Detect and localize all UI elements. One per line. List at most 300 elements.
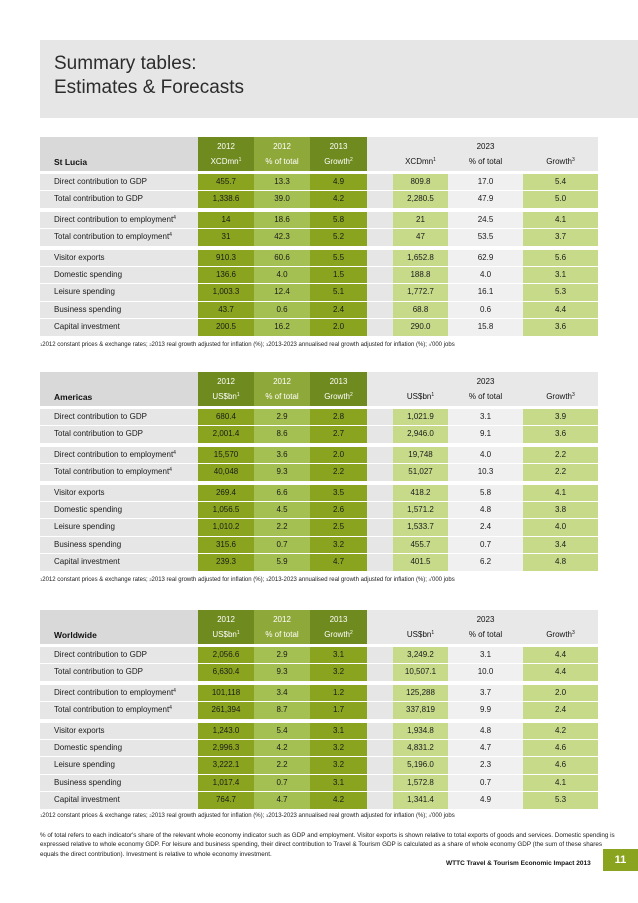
row-label	[54, 305, 121, 314]
table-cell: 24.5	[477, 214, 494, 224]
header-year-text: 2023	[476, 615, 495, 624]
table-cell: 16.2	[274, 322, 290, 332]
table-cell: 31	[221, 232, 231, 242]
table-cell: 5.9	[276, 557, 288, 567]
row-label-text: Total contribution to employment	[54, 232, 170, 242]
table-cell: 1,571.2	[407, 504, 434, 514]
table-cell: 2.2	[276, 522, 288, 532]
table-cell: 4.7	[276, 795, 288, 805]
table-cell: 3,249.2	[407, 650, 434, 659]
row-label	[54, 322, 120, 331]
table-cell: 809.8	[410, 177, 431, 186]
row-label	[54, 522, 115, 531]
table-cell: 1,934.8	[407, 725, 434, 735]
row-label-text: Leisure spending	[54, 287, 115, 297]
table-cell: 4.2	[332, 194, 345, 204]
row-label-text: Visitor exports	[54, 487, 105, 497]
table-cell: 9.3	[276, 467, 288, 477]
table-cell: 261,394	[211, 705, 241, 715]
table-cell: 4.4	[554, 304, 567, 314]
table-cell: 5.6	[554, 252, 567, 262]
table-cell: 2.0	[332, 322, 345, 332]
table-cell: 3.1	[332, 650, 345, 659]
row-label-text: Total contribution to employment	[54, 705, 170, 715]
table-row	[40, 702, 598, 719]
page-title-line-1: Summary tables:	[54, 53, 197, 74]
header-share	[254, 392, 310, 401]
table-cell: 4.5	[276, 504, 288, 514]
table-cell: 0.7	[276, 777, 288, 787]
table-cell: 68.8	[412, 304, 429, 314]
table-cell: 0.7	[479, 539, 492, 549]
table-cell: 5.4	[276, 725, 288, 735]
table-row	[40, 250, 598, 267]
header-share-text: % of total	[265, 630, 299, 639]
header-share	[254, 630, 310, 639]
table-cell: 3.8	[554, 504, 567, 514]
table-cell: 3,222.1	[212, 760, 240, 770]
table-cell: 9.9	[479, 705, 492, 715]
table-cell: 4.4	[554, 667, 567, 677]
table-cell: 5,196.0	[407, 760, 434, 770]
table-row	[40, 537, 598, 554]
table-region-name: St Lucia	[54, 157, 88, 167]
header-year	[310, 615, 367, 624]
header-growth: Growth$^3$	[546, 630, 575, 639]
explanatory-note: % of total refers to each indicator's share of the relevant whole economy indicator such as GDP and employment. Visitor exports is shown relative to total exports of goods and services. Domestic spending is expressed relative to whole economy GDP. For leisure and business spending, their direct contribution to Travel & Tourism GDP is calculated as a share of whole economy GDP (the sum of these shares equals the direct contribution). Investment is relative to whole economy investment.	[40, 832, 615, 858]
table-cell: 2,280.5	[407, 194, 434, 204]
header-share-text: % of total	[468, 392, 503, 401]
table-cell: 1,338.6	[212, 194, 240, 204]
header-share-text: % of total	[265, 157, 299, 166]
header-year	[448, 615, 523, 624]
table-row	[40, 464, 598, 481]
row-label-text: Capital investment	[54, 557, 120, 567]
table-cell: 4.0	[479, 269, 492, 279]
table-cell: 2.2	[332, 467, 345, 477]
row-label	[54, 505, 122, 514]
table-cell: 2.0	[554, 687, 567, 697]
header-share-text: % of total	[468, 157, 503, 166]
header-share	[448, 157, 523, 166]
table-cell: 3.1	[332, 725, 345, 735]
table-row	[40, 647, 598, 664]
row-label-text: Domestic spending	[54, 742, 123, 752]
table-cell: 188.8	[410, 269, 431, 279]
header-year-text: 2012	[217, 142, 235, 151]
header-growth: Growth$^2$	[324, 630, 353, 639]
footnote-part: 2013-2023 annualised real growth adjusted for inflation (%);	[268, 813, 429, 819]
table-cell: 39.0	[274, 194, 290, 204]
table-cell: 6.2	[479, 557, 492, 567]
header-year	[448, 377, 523, 386]
table-cell: 5.5	[332, 252, 345, 262]
row-label	[54, 540, 121, 549]
header-share	[448, 392, 523, 401]
header-unit-text: XCDmn	[210, 157, 239, 166]
header-growth: Growth$^2$	[324, 157, 353, 166]
header-unit: $US\$bn^1$	[212, 392, 240, 401]
table-cell: 680.4	[215, 412, 237, 421]
table-cell: 1,003.3	[212, 287, 240, 297]
table-cell: 455.7	[215, 177, 237, 186]
table-cell: 15,570	[213, 449, 239, 459]
table-cell: 0.6	[276, 304, 288, 314]
table-cell: 4.0	[479, 449, 492, 459]
table-cell: 2.7	[332, 429, 345, 439]
table-cell: 269.4	[215, 487, 237, 497]
table-row	[40, 409, 598, 426]
table-cell: 2.0	[332, 449, 345, 459]
table-row	[40, 664, 598, 681]
header-year-text: 2013	[329, 142, 348, 151]
table-cell: 4.2	[276, 742, 288, 752]
header-share-text: % of total	[265, 392, 299, 401]
footnote-part: 2013 real growth adjusted for inflation (%);	[151, 577, 266, 583]
table-cell: 62.9	[477, 252, 494, 262]
row-label-text: Direct contribution to employment	[54, 449, 174, 459]
table-cell: 1,243.0	[212, 725, 240, 735]
table-cell: 3.1	[554, 269, 567, 279]
table-row	[40, 229, 598, 246]
header-growth-text: Growth	[324, 630, 350, 639]
table-row	[40, 267, 598, 284]
page-number: 11	[603, 849, 638, 871]
table-footnote: $^1$2012 constant prices & exchange rates; $^2$2013 real growth adjusted for inflation (%); $^3$2013-2023 annualised real growth adjusted for inflation (%); $^4$'000 jobs	[40, 813, 455, 819]
table-cell: 910.3	[215, 252, 237, 262]
table-cell: 4.7	[332, 557, 345, 567]
row-label-text: Leisure spending	[54, 522, 115, 532]
header-unit-text: US$bn	[406, 630, 432, 639]
row-label	[54, 795, 120, 804]
row-label-text: Visitor exports	[54, 725, 105, 735]
table-cell: 60.6	[274, 252, 290, 262]
row-label: Direct contribution to employment$^4$	[54, 214, 176, 224]
header-unit-text: US$bn	[212, 392, 237, 401]
table-row	[40, 212, 598, 229]
table-cell: 2.6	[332, 504, 345, 514]
page-title-line-2: Estimates & Forecasts	[54, 77, 245, 98]
header-year	[310, 142, 367, 151]
header-share	[254, 157, 310, 166]
header-unit: $US\$bn^1$	[406, 392, 435, 401]
table-cell: 10.0	[477, 667, 494, 677]
row-label	[54, 412, 147, 421]
footnote-part: 2013-2023 annualised real growth adjusted for inflation (%);	[268, 342, 429, 348]
header-share	[448, 630, 523, 639]
table-cell: 8.7	[276, 705, 288, 715]
table-row	[40, 740, 598, 757]
table-cell: 200.5	[215, 322, 237, 332]
table-row	[40, 685, 598, 702]
table-cell: 0.7	[479, 777, 492, 787]
header-growth: Growth$^3$	[546, 157, 575, 166]
header-year-text: 2023	[476, 377, 495, 386]
row-label: Total contribution to employment$^4$	[54, 232, 172, 242]
header-growth: Growth$^2$	[324, 392, 353, 401]
table-cell: 3.2	[332, 742, 345, 752]
footnote-part: '000 jobs	[430, 342, 455, 348]
header-share-text: % of total	[468, 630, 503, 639]
table-cell: 17.0	[477, 177, 494, 186]
table-cell: 3.2	[332, 760, 345, 770]
row-label-text: Capital investment	[54, 795, 120, 805]
row-label-text: Business spending	[54, 539, 122, 549]
footnote-part: 2012 constant prices & exchange rates;	[42, 577, 150, 583]
header-unit: XCDmn$^1$	[405, 157, 436, 166]
title-banner	[40, 40, 638, 118]
header-growth-text: Growth	[546, 157, 572, 166]
table-cell: 16.1	[477, 287, 494, 297]
table-cell: 13.3	[274, 177, 290, 186]
table-cell: 455.7	[410, 539, 431, 549]
row-label: Total contribution to employment$^4$	[54, 467, 172, 477]
table-cell: 3.6	[276, 449, 288, 459]
table-cell: 3.2	[332, 539, 345, 549]
table-cell: 0.6	[479, 304, 492, 314]
row-label	[54, 667, 143, 676]
table-cell: 418.2	[410, 487, 431, 497]
table-cell: 3.1	[479, 412, 492, 421]
table-cell: 43.7	[218, 304, 234, 314]
table-cell: 40,048	[213, 467, 239, 477]
row-label	[54, 743, 122, 752]
table-cell: 4.0	[554, 522, 567, 532]
summary-table	[40, 610, 598, 810]
table-cell: 10.3	[477, 467, 494, 477]
header-year	[310, 377, 367, 386]
header-growth-text: Growth	[546, 630, 572, 639]
row-label-text: Direct contribution to GDP	[54, 412, 147, 421]
table-cell: 4.0	[276, 269, 288, 279]
header-growth-text: Growth	[546, 392, 572, 401]
header-year	[254, 142, 310, 151]
header-unit: XCDmn$^1$	[210, 157, 242, 166]
table-row	[40, 502, 598, 519]
header-year	[198, 377, 254, 386]
table-cell: 4,831.2	[407, 742, 434, 752]
row-label	[54, 778, 121, 787]
table-cell: 401.5	[410, 557, 431, 567]
header-year-text: 2023	[476, 142, 495, 151]
table-row	[40, 302, 598, 319]
table-row	[40, 757, 598, 774]
table-cell: 4.1	[554, 777, 567, 787]
header-unit-text: US$bn	[406, 392, 432, 401]
footnote-part: 2012 constant prices & exchange rates;	[42, 342, 150, 348]
row-label-text: Direct contribution to GDP	[54, 650, 147, 659]
row-label-text: Direct contribution to GDP	[54, 177, 147, 186]
row-label: Direct contribution to employment$^4$	[54, 449, 176, 459]
table-row	[40, 792, 598, 809]
table-cell: 2,001.4	[212, 429, 240, 439]
row-label	[54, 194, 143, 203]
row-label	[54, 287, 115, 296]
table-row	[40, 426, 598, 443]
table-cell: 5.2	[332, 232, 345, 242]
table-cell: 2.4	[479, 522, 492, 532]
row-label-text: Direct contribution to employment	[54, 687, 174, 697]
table-cell: 4.8	[554, 557, 567, 567]
row-label	[54, 253, 105, 262]
row-label-text: Leisure spending	[54, 760, 115, 770]
row-label-text: Visitor exports	[54, 252, 105, 262]
table-cell: 18.6	[274, 214, 290, 224]
header-year	[254, 615, 310, 624]
header-growth-text: Growth	[324, 392, 350, 401]
table-cell: 14	[221, 214, 231, 224]
row-label-text: Capital investment	[54, 322, 120, 332]
table-row	[40, 519, 598, 536]
table-footnote: $^1$2012 constant prices & exchange rates; $^2$2013 real growth adjusted for inflation (%); $^3$2013-2023 annualised real growth adjusted for inflation (%); $^4$'000 jobs	[40, 577, 455, 583]
table-cell: 4.4	[554, 650, 567, 659]
row-label: Total contribution to employment$^4$	[54, 705, 172, 715]
table-row	[40, 554, 598, 571]
table-cell: 1,010.2	[212, 522, 240, 532]
row-label	[54, 270, 122, 279]
table-cell: 3.9	[554, 412, 567, 421]
table-cell: 4.9	[332, 177, 345, 186]
table-cell: 2.8	[332, 412, 345, 421]
table-cell: 19,748	[408, 449, 433, 459]
table-cell: 3.1	[479, 650, 492, 659]
table-cell: 1,021.9	[407, 412, 434, 421]
table-cell: 8.6	[276, 429, 288, 439]
header-unit-text: XCDmn	[405, 157, 434, 166]
header-growth-text: Growth	[324, 157, 350, 166]
table-cell: 4.6	[554, 742, 567, 752]
table-cell: 4.2	[554, 725, 567, 735]
table-cell: 5.0	[554, 194, 567, 204]
header-year-text: 2012	[217, 377, 235, 386]
table-cell: 3.4	[554, 539, 567, 549]
table-cell: 4.7	[479, 742, 492, 752]
table-cell: 4.1	[554, 487, 567, 497]
table-cell: 1,056.5	[212, 504, 240, 514]
header-year	[198, 615, 254, 624]
table-cell: 5.3	[554, 287, 567, 297]
header-unit-text: US$bn	[212, 630, 237, 639]
header-growth: Growth$^3$	[546, 392, 575, 401]
table-cell: 3.1	[332, 777, 345, 787]
row-label-text: Direct contribution to employment	[54, 214, 174, 224]
row-label-text: Total contribution to GDP	[54, 429, 143, 439]
header-unit: $US\$bn^1$	[406, 630, 435, 639]
footnote-part: 2012 constant prices & exchange rates;	[42, 813, 150, 819]
table-cell: 1,341.4	[407, 795, 434, 805]
table-cell: 47.9	[477, 194, 494, 204]
header-year-text: 2013	[329, 377, 348, 386]
table-cell: 1,652.8	[407, 252, 434, 262]
table-cell: 5.4	[554, 177, 567, 186]
table-cell: 5.1	[332, 287, 345, 297]
table-cell: 42.3	[274, 232, 290, 242]
table-cell: 53.5	[477, 232, 494, 242]
table-cell: 136.6	[215, 269, 237, 279]
header-year	[198, 142, 254, 151]
row-label-text: Total contribution to GDP	[54, 194, 143, 204]
table-cell: 1,533.7	[407, 522, 434, 532]
header-year-text: 2012	[217, 615, 235, 624]
footnote-part: '000 jobs	[430, 813, 455, 819]
table-row	[40, 447, 598, 464]
table-cell: 0.7	[276, 539, 288, 549]
table-cell: 1.7	[332, 705, 345, 715]
table-cell: 3.7	[554, 232, 567, 242]
row-label	[54, 177, 147, 186]
table-row	[40, 319, 598, 336]
table-cell: 47	[416, 232, 425, 242]
table-header	[40, 137, 598, 171]
table-cell: 1,772.7	[407, 287, 434, 297]
table-row	[40, 191, 598, 208]
table-cell: 1,572.8	[407, 777, 434, 787]
table-cell: 2.2	[554, 449, 567, 459]
table-cell: 337,819	[406, 705, 435, 715]
table-cell: 2.4	[332, 304, 345, 314]
header-year-text: 2012	[273, 615, 291, 624]
row-label	[54, 760, 115, 769]
footnote-part: 2013 real growth adjusted for inflation (%);	[151, 342, 266, 348]
table-cell: 4.8	[479, 725, 492, 735]
table-row	[40, 284, 598, 301]
row-label-text: Total contribution to GDP	[54, 667, 143, 677]
table-cell: 2,996.3	[212, 742, 240, 752]
table-cell: 51,027	[408, 467, 433, 477]
table-footnote: $^1$2012 constant prices & exchange rates; $^2$2013 real growth adjusted for inflation (%); $^3$2013-2023 annualised real growth adjusted for inflation (%); $^4$'000 jobs	[40, 342, 455, 348]
publication-footer: WTTC Travel & Tourism Economic Impact 2013	[446, 860, 591, 867]
table-cell: 6,630.4	[212, 667, 240, 677]
summary-table	[40, 137, 598, 337]
table-cell: 3.7	[479, 687, 492, 697]
table-cell: 764.7	[215, 795, 237, 805]
header-unit: $US\$bn^1$	[212, 630, 240, 639]
table-cell: 9.3	[276, 667, 288, 677]
table-cell: 1.2	[332, 687, 345, 697]
summary-table	[40, 372, 598, 572]
table-cell: 2,946.0	[407, 429, 434, 439]
table-header	[40, 610, 598, 644]
table-cell: 4.2	[332, 795, 345, 805]
table-cell: 15.8	[477, 322, 494, 332]
table-cell: 4.8	[479, 504, 492, 514]
table-cell: 10,507.1	[404, 667, 437, 677]
table-cell: 3.4	[276, 687, 288, 697]
table-cell: 12.4	[274, 287, 290, 297]
footnote-part: '000 jobs	[430, 577, 455, 583]
table-cell: 3.5	[332, 487, 345, 497]
table-header	[40, 372, 598, 406]
row-label	[54, 488, 105, 497]
row-label	[54, 429, 143, 438]
table-cell: 21	[416, 214, 425, 224]
table-cell: 2.3	[479, 760, 492, 770]
table-cell: 101,118	[211, 687, 241, 697]
row-label-text: Business spending	[54, 304, 122, 314]
table-cell: 2.4	[554, 705, 567, 715]
row-label-text: Domestic spending	[54, 504, 123, 514]
header-year-text: 2013	[329, 615, 348, 624]
table-cell: 2.5	[332, 522, 345, 532]
table-cell: 239.3	[215, 557, 237, 567]
table-cell: 3.6	[554, 429, 567, 439]
table-cell: 1,017.4	[212, 777, 240, 787]
table-cell: 315.6	[215, 539, 237, 549]
header-year-text: 2012	[273, 142, 291, 151]
table-cell: 5.8	[332, 214, 345, 224]
table-cell: 4.9	[479, 795, 492, 805]
table-cell: 4.6	[554, 760, 567, 770]
